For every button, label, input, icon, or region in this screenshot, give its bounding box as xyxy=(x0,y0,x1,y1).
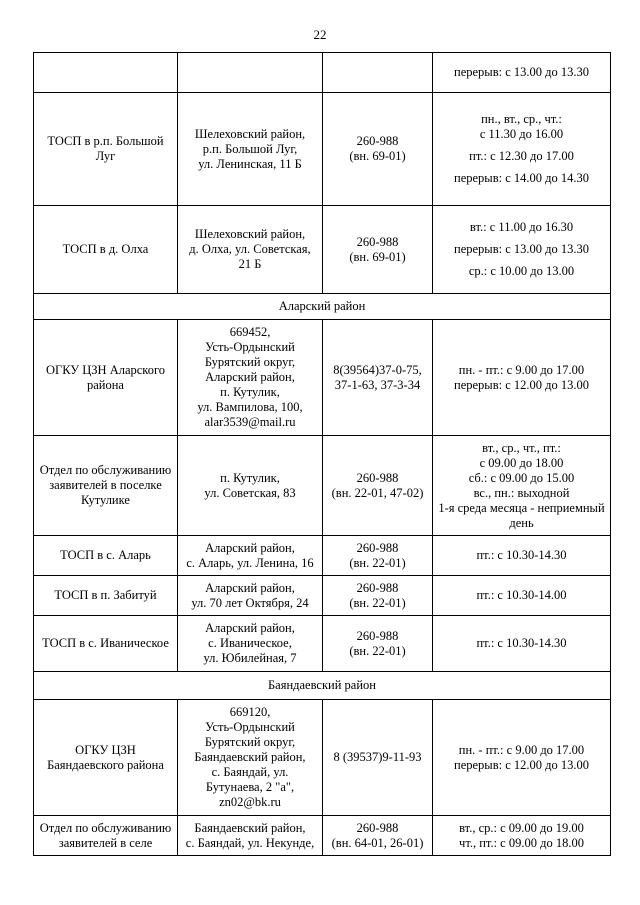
cell-line: Аларский район, xyxy=(205,580,295,595)
office-name-cell xyxy=(34,616,178,672)
schedule-line: перерыв: с 12.00 до 13.00 xyxy=(454,377,589,392)
phone-cell xyxy=(323,616,433,672)
cell-line: Бурятский округ, xyxy=(204,735,296,749)
cell-line: (вн. 22-01) xyxy=(349,595,406,610)
cell-line: Шелеховский район, xyxy=(194,227,306,241)
cell-line: zn02@bk.ru xyxy=(219,795,281,809)
offices-table-body xyxy=(34,53,611,856)
section-row xyxy=(34,672,611,700)
schedule-line: вт., ср.: с 09.00 до 19.00 xyxy=(459,820,584,835)
office-name-cell xyxy=(34,53,178,93)
schedule-line: с 09.00 до 18.00 xyxy=(479,455,564,470)
cell-line: (вн. 22-01) xyxy=(349,555,406,570)
schedule-cell xyxy=(433,436,611,536)
cell-line: ТОСП в п. Забитуй xyxy=(54,588,157,602)
table-row xyxy=(34,320,611,436)
cell-line: п. Кутулик, xyxy=(220,385,280,399)
cell-line: ул. Ленинская, 11 Б xyxy=(198,156,302,171)
address-cell xyxy=(178,616,323,672)
office-name-cell xyxy=(34,576,178,616)
section-title: Аларский район xyxy=(34,294,611,320)
address-cell xyxy=(178,576,323,616)
cell-line: 260-988 xyxy=(356,580,399,595)
schedule-spacer xyxy=(436,164,607,171)
cell-line: (вн. 69-01) xyxy=(349,149,406,163)
schedule-line: сб.: с 09.00 до 15.00 xyxy=(468,470,575,485)
cell-line: р.п. Большой Луг, xyxy=(202,141,298,156)
office-name-cell xyxy=(34,700,178,816)
cell-line: 669120, xyxy=(229,705,271,719)
schedule-line: пт.: с 12.30 до 17.00 xyxy=(469,149,574,163)
cell-line: Аларский район, xyxy=(205,621,295,635)
phone-cell xyxy=(323,816,433,856)
phone-cell xyxy=(323,93,433,206)
cell-line: Бутунаева, 2 "а", xyxy=(205,780,295,794)
table-row xyxy=(34,536,611,576)
schedule-line: вс., пн.: выходной xyxy=(473,485,570,500)
phone-cell xyxy=(323,576,433,616)
schedule-line: 1-я среда месяца - неприемный xyxy=(438,500,605,515)
section-row xyxy=(34,294,611,320)
cell-line: 21 Б xyxy=(238,257,262,271)
office-name-cell xyxy=(34,206,178,294)
office-name-cell xyxy=(34,93,178,206)
office-name-cell xyxy=(34,320,178,436)
office-name-cell xyxy=(34,436,178,536)
cell-line: 260-988 xyxy=(356,540,399,555)
phone-cell xyxy=(323,320,433,436)
cell-line: ул. 70 лет Октября, 24 xyxy=(191,595,309,610)
cell-line: ТОСП в с. Аларь xyxy=(60,548,151,562)
schedule-cell xyxy=(433,536,611,576)
cell-line: 669452, xyxy=(229,325,271,339)
cell-line: ТОСП в д. Олха xyxy=(62,242,149,256)
schedule-line: с 11.30 до 16.00 xyxy=(479,127,564,141)
phone-cell xyxy=(323,536,433,576)
schedule-cell xyxy=(433,93,611,206)
page-number: 22 xyxy=(313,27,327,42)
cell-line: 260-988 xyxy=(356,628,399,643)
schedule-line: чт., пт.: с 09.00 до 18.00 xyxy=(459,835,584,850)
schedule-cell xyxy=(433,576,611,616)
cell-line: ТОСП в с. Иваническое xyxy=(42,636,169,650)
schedule-line: пн. - пт.: с 9.00 до 17.00 xyxy=(458,362,585,377)
cell-line: ул. Советская, 83 xyxy=(204,485,296,500)
cell-line: района xyxy=(87,377,124,392)
schedule-spacer xyxy=(436,257,607,264)
phone-cell xyxy=(323,700,433,816)
schedule-line: перерыв: с 13.00 до 13.30 xyxy=(454,242,589,256)
schedule-cell xyxy=(433,53,611,93)
schedule-line: вт., ср., чт., пт.: xyxy=(482,440,561,455)
phone-cell xyxy=(323,53,433,93)
schedule-line: ср.: с 10.00 до 13.00 xyxy=(468,264,575,278)
cell-line: 37-1-63, 37-3-34 xyxy=(334,377,421,392)
schedule-spacer xyxy=(436,142,607,149)
cell-line: Усть-Ордынский xyxy=(205,340,295,354)
table-row xyxy=(34,93,611,206)
cell-line: 260-988 xyxy=(356,134,399,148)
schedule-cell xyxy=(433,616,611,672)
schedule-cell xyxy=(433,206,611,294)
cell-line: Бурятский округ, xyxy=(204,355,296,369)
schedule-cell xyxy=(433,700,611,816)
phone-cell xyxy=(323,436,433,536)
address-cell xyxy=(178,53,323,93)
office-name-cell xyxy=(34,536,178,576)
table-row xyxy=(34,206,611,294)
table-row xyxy=(34,616,611,672)
cell-line: Баяндаевского района xyxy=(47,757,164,772)
cell-line: заявителей в поселке xyxy=(49,478,162,492)
schedule-line: день xyxy=(509,515,534,530)
cell-line: с. Аларь, ул. Ленина, 16 xyxy=(186,555,314,570)
cell-line: 260-988 xyxy=(356,470,399,485)
schedule-line: пн., вт., ср., чт.: xyxy=(481,112,562,126)
schedule-line: перерыв: с 12.00 до 13.00 xyxy=(454,757,589,772)
schedule-line: пт.: с 10.30-14.00 xyxy=(476,588,567,602)
cell-line: Усть-Ордынский xyxy=(205,720,295,734)
cell-line: с. Баяндай, ул. xyxy=(211,765,289,779)
address-cell xyxy=(178,700,323,816)
schedule-line: пн. - пт.: с 9.00 до 17.00 xyxy=(458,742,585,757)
address-cell xyxy=(178,436,323,536)
cell-line: 8(39564)37-0-75, xyxy=(333,362,422,377)
table-row xyxy=(34,816,611,856)
cell-line: д. Олха, ул. Советская, xyxy=(189,242,311,256)
cell-line: (вн. 69-01) xyxy=(349,249,406,264)
cell-line: Кутулике xyxy=(81,493,130,507)
cell-line: заявителей в селе xyxy=(58,835,153,850)
cell-line: 8 (39537)9-11-93 xyxy=(333,750,422,764)
table-row xyxy=(34,576,611,616)
cell-line: с. Баяндай, ул. Некунде, xyxy=(185,835,315,850)
schedule-line: пт.: с 10.30-14.30 xyxy=(476,636,567,650)
cell-line: п. Кутулик, xyxy=(220,470,280,485)
cell-line: (вн. 64-01, 26-01) xyxy=(331,835,424,850)
cell-line: с. Иваническое, xyxy=(208,636,292,650)
address-cell xyxy=(178,320,323,436)
cell-line: Баяндаевский район, xyxy=(194,820,306,835)
schedule-line: перерыв: с 13.00 до 13.30 xyxy=(454,65,589,79)
schedule-cell xyxy=(433,320,611,436)
table-row xyxy=(34,436,611,536)
cell-line: Отдел по обслуживанию xyxy=(39,463,172,477)
table-row xyxy=(34,700,611,816)
table-row xyxy=(34,53,611,93)
cell-line: ул. Юбилейная, 7 xyxy=(203,651,297,665)
address-cell xyxy=(178,206,323,294)
section-title: Баяндаевский район xyxy=(34,672,611,700)
offices-table xyxy=(33,52,611,856)
schedule-line: перерыв: с 14.00 до 14.30 xyxy=(454,171,589,185)
schedule-spacer xyxy=(436,235,607,242)
cell-line: (вн. 22-01, 47-02) xyxy=(331,485,424,500)
phone-cell xyxy=(323,206,433,294)
cell-line: Отдел по обслуживанию xyxy=(39,820,172,835)
cell-line: Аларский район, xyxy=(205,370,295,384)
cell-line: Луг xyxy=(95,149,116,163)
cell-line: Аларский район, xyxy=(205,540,295,555)
cell-line: ОГКУ ЦЗН xyxy=(75,742,136,757)
cell-line: Баяндаевский район, xyxy=(194,750,306,764)
address-cell xyxy=(178,536,323,576)
address-cell xyxy=(178,93,323,206)
cell-line: 260-988 xyxy=(356,820,399,835)
cell-line: ул. Вампилова, 100, xyxy=(197,400,303,414)
cell-line: ТОСП в р.п. Большой xyxy=(47,134,164,148)
address-cell xyxy=(178,816,323,856)
schedule-cell xyxy=(433,816,611,856)
cell-line: alar3539@mail.ru xyxy=(204,415,296,429)
office-name-cell xyxy=(34,816,178,856)
schedule-line: вт.: с 11.00 до 16.30 xyxy=(469,220,574,234)
cell-line: ОГКУ ЦЗН Аларского xyxy=(45,362,166,377)
cell-line: 260-988 xyxy=(356,234,399,249)
schedule-line: пт.: с 10.30-14.30 xyxy=(476,548,567,562)
cell-line: Шелеховский район, xyxy=(194,126,306,141)
cell-line: (вн. 22-01) xyxy=(349,643,406,658)
